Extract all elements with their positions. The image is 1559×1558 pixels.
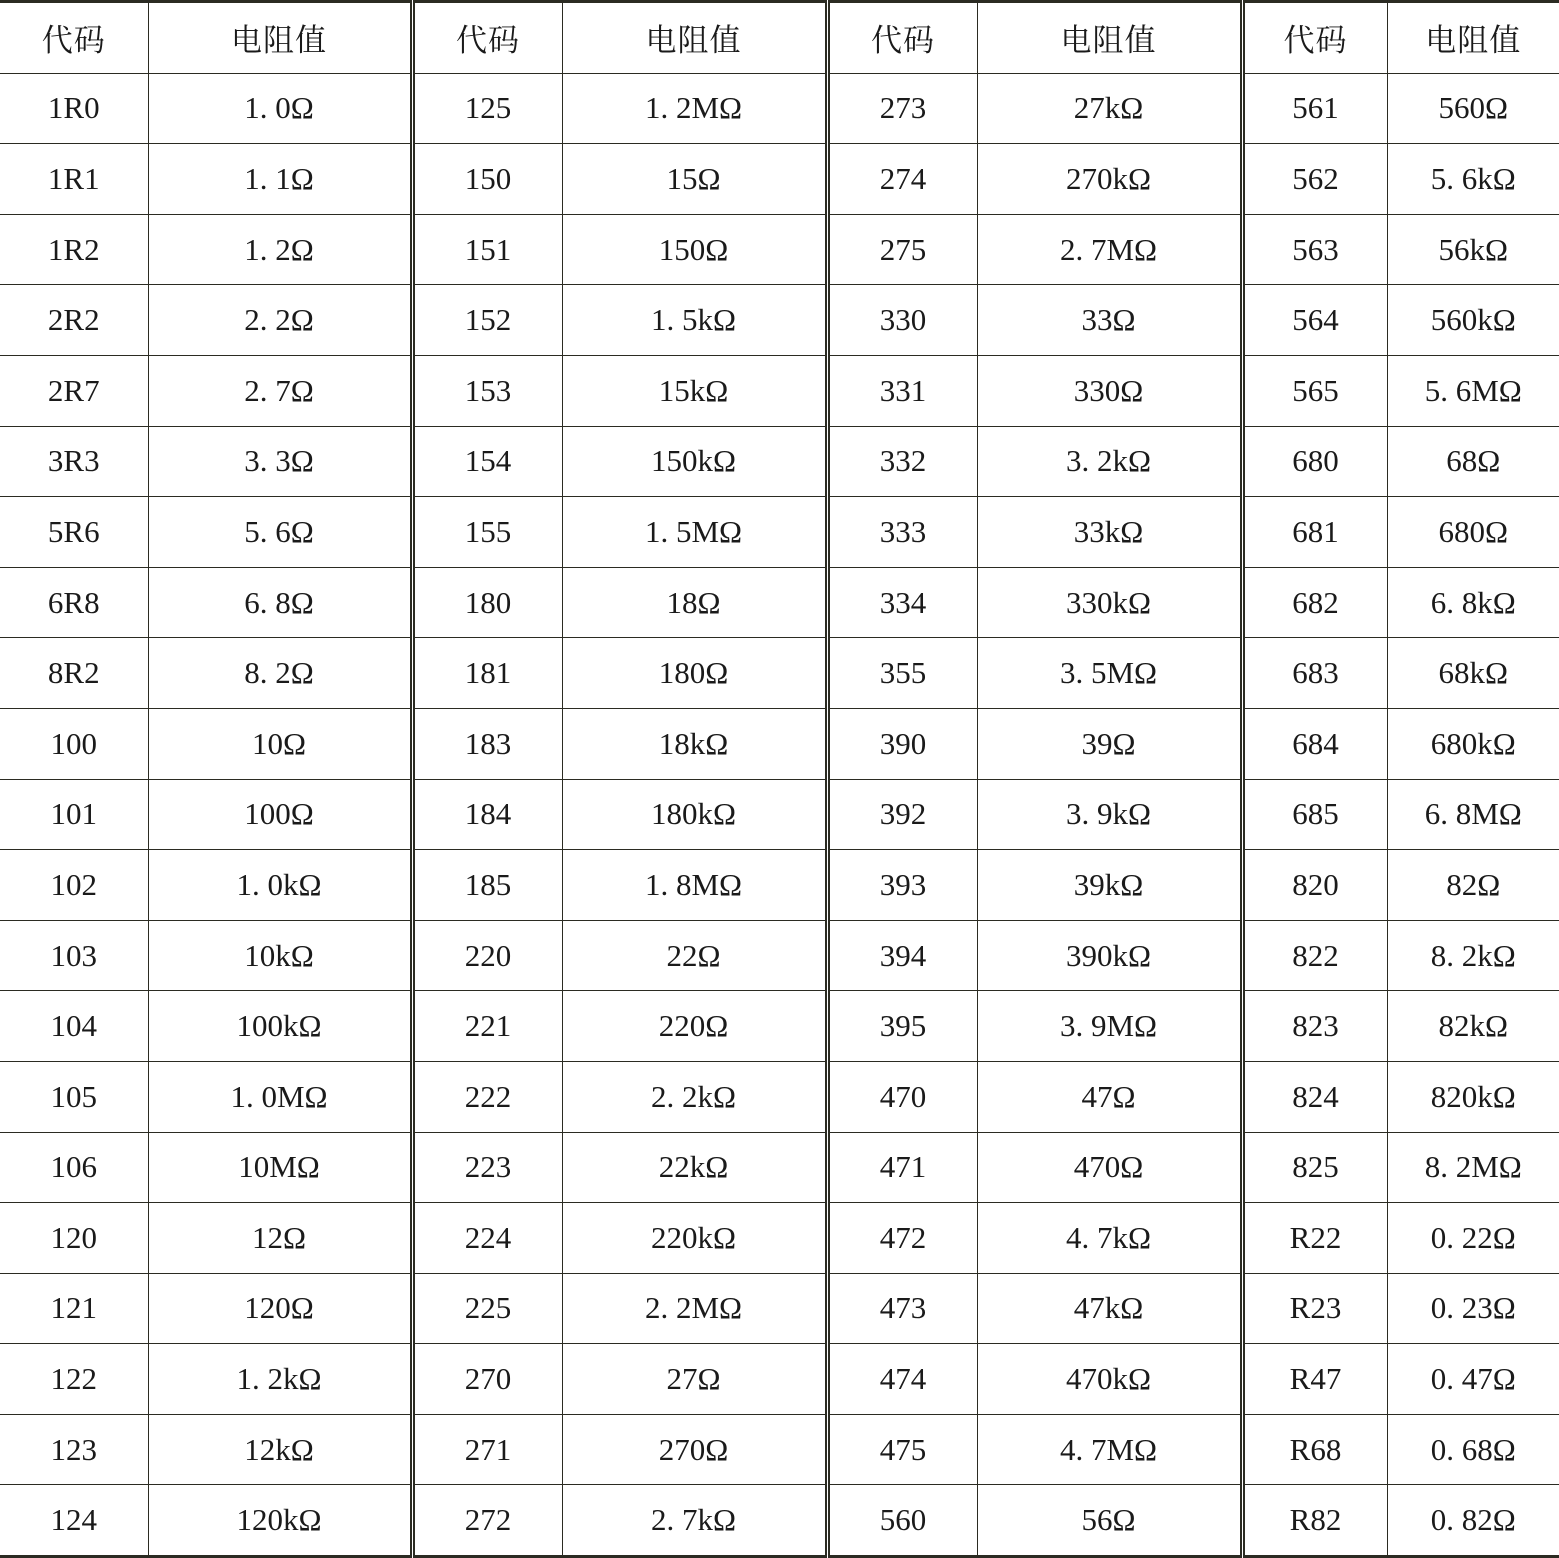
resistance-cell: 56kΩ [1387, 214, 1559, 285]
table-row [0, 285, 1559, 356]
code-cell: 681 [1242, 497, 1387, 568]
resistance-cell: 10kΩ [148, 920, 412, 991]
code-cell: 2R2 [0, 285, 148, 356]
code-cell: 393 [827, 850, 977, 921]
resistance-cell: 1. 8MΩ [562, 850, 827, 921]
code-cell: 121 [0, 1273, 148, 1344]
resistance-cell: 2. 7kΩ [562, 1485, 827, 1557]
resistance-cell: 18Ω [562, 567, 827, 638]
resistance-cell: 330Ω [977, 355, 1242, 426]
code-cell: 395 [827, 991, 977, 1062]
code-cell: 106 [0, 1132, 148, 1203]
code-cell: 333 [827, 497, 977, 568]
code-cell: 1R0 [0, 73, 148, 144]
code-cell: R47 [1242, 1344, 1387, 1415]
resistance-cell: 82Ω [1387, 850, 1559, 921]
table-row [0, 708, 1559, 779]
resistance-cell: 27Ω [562, 1344, 827, 1415]
code-cell: 8R2 [0, 638, 148, 709]
resistance-cell: 2. 2MΩ [562, 1273, 827, 1344]
resistance-cell: 3. 2kΩ [977, 426, 1242, 497]
resistance-cell: 27kΩ [977, 73, 1242, 144]
resistance-cell: 15Ω [562, 144, 827, 215]
code-cell: 680 [1242, 426, 1387, 497]
resistance-cell: 5. 6MΩ [1387, 355, 1559, 426]
table-row [0, 779, 1559, 850]
code-cell: 150 [412, 144, 562, 215]
resistance-cell: 82kΩ [1387, 991, 1559, 1062]
header-resistance: 电阻值 [148, 2, 412, 74]
resistance-cell: 150kΩ [562, 426, 827, 497]
header-resistance: 电阻值 [562, 2, 827, 74]
code-cell: 152 [412, 285, 562, 356]
table-row [0, 920, 1559, 991]
resistance-cell: 2. 2kΩ [562, 1061, 827, 1132]
code-cell: 184 [412, 779, 562, 850]
code-cell: 222 [412, 1061, 562, 1132]
code-cell: 273 [827, 73, 977, 144]
resistance-cell: 6. 8MΩ [1387, 779, 1559, 850]
code-cell: 102 [0, 850, 148, 921]
header-code: 代码 [827, 2, 977, 74]
resistance-cell: 680kΩ [1387, 708, 1559, 779]
resistance-cell: 390kΩ [977, 920, 1242, 991]
resistance-cell: 39Ω [977, 708, 1242, 779]
code-cell: 153 [412, 355, 562, 426]
resistance-cell: 8. 2kΩ [1387, 920, 1559, 991]
code-cell: 825 [1242, 1132, 1387, 1203]
table-row [0, 1344, 1559, 1415]
table-row [0, 567, 1559, 638]
code-cell: 330 [827, 285, 977, 356]
resistance-cell: 560kΩ [1387, 285, 1559, 356]
code-cell: 332 [827, 426, 977, 497]
code-cell: 331 [827, 355, 977, 426]
table-row [0, 638, 1559, 709]
resistance-cell: 2. 2Ω [148, 285, 412, 356]
resistance-cell: 470kΩ [977, 1344, 1242, 1415]
code-cell: 124 [0, 1485, 148, 1557]
resistance-cell: 1. 0MΩ [148, 1061, 412, 1132]
resistance-cell: 3. 3Ω [148, 426, 412, 497]
code-cell: 685 [1242, 779, 1387, 850]
resistance-cell: 1. 5MΩ [562, 497, 827, 568]
code-cell: 180 [412, 567, 562, 638]
code-cell: R82 [1242, 1485, 1387, 1557]
resistance-cell: 47kΩ [977, 1273, 1242, 1344]
header-resistance: 电阻值 [1387, 2, 1559, 74]
resistance-cell: 4. 7MΩ [977, 1414, 1242, 1485]
code-cell: 392 [827, 779, 977, 850]
code-cell: 120 [0, 1203, 148, 1274]
code-cell: 104 [0, 991, 148, 1062]
resistance-cell: 22kΩ [562, 1132, 827, 1203]
resistance-cell: 12kΩ [148, 1414, 412, 1485]
resistance-cell: 47Ω [977, 1061, 1242, 1132]
resistance-cell: 560Ω [1387, 73, 1559, 144]
resistance-cell: 5. 6kΩ [1387, 144, 1559, 215]
resistance-cell: 0. 68Ω [1387, 1414, 1559, 1485]
code-cell: 334 [827, 567, 977, 638]
resistance-cell: 5. 6Ω [148, 497, 412, 568]
table-row [0, 144, 1559, 215]
resistance-cell: 680Ω [1387, 497, 1559, 568]
resistance-cell: 6. 8Ω [148, 567, 412, 638]
code-cell: 560 [827, 1485, 977, 1557]
resistance-cell: 0. 22Ω [1387, 1203, 1559, 1274]
code-cell: 684 [1242, 708, 1387, 779]
code-cell: 475 [827, 1414, 977, 1485]
table-row [0, 1273, 1559, 1344]
resistance-cell: 1. 5kΩ [562, 285, 827, 356]
resistance-cell: 4. 7kΩ [977, 1203, 1242, 1274]
header-code: 代码 [1242, 2, 1387, 74]
resistance-cell: 8. 2Ω [148, 638, 412, 709]
header-code: 代码 [0, 2, 148, 74]
resistance-cell: 1. 2kΩ [148, 1344, 412, 1415]
resistance-cell: 0. 82Ω [1430, 1502, 1516, 1538]
resistance-cell: 68Ω [1387, 426, 1559, 497]
resistance-cell: 470Ω [977, 1132, 1242, 1203]
resistance-cell: 22Ω [562, 920, 827, 991]
code-cell: 563 [1242, 214, 1387, 285]
table-row [0, 355, 1559, 426]
resistance-cell: 1. 0kΩ [148, 850, 412, 921]
code-cell: 5R6 [0, 497, 148, 568]
code-cell: 355 [827, 638, 977, 709]
resistance-cell: 0. 23Ω [1387, 1273, 1559, 1344]
code-cell: 565 [1242, 355, 1387, 426]
resistance-cell: 100Ω [148, 779, 412, 850]
code-cell: 122 [0, 1344, 148, 1415]
code-cell: 474 [827, 1344, 977, 1415]
table-row [0, 1485, 1559, 1557]
resistance-cell: 270Ω [562, 1414, 827, 1485]
code-cell: R22 [1242, 1203, 1387, 1274]
resistance-cell: 10MΩ [148, 1132, 412, 1203]
code-cell: 101 [0, 779, 148, 850]
code-cell: 822 [1242, 920, 1387, 991]
resistance-cell: 1. 1Ω [148, 144, 412, 215]
resistance-cell: 220kΩ [562, 1203, 827, 1274]
resistance-cell: 3. 5MΩ [977, 638, 1242, 709]
code-cell: 820 [1242, 850, 1387, 921]
code-cell: 271 [412, 1414, 562, 1485]
code-cell: 100 [0, 708, 148, 779]
code-cell: 394 [827, 920, 977, 991]
resistance-cell: 1. 2MΩ [562, 73, 827, 144]
resistance-cell: 56Ω [977, 1485, 1242, 1557]
code-cell: 823 [1242, 991, 1387, 1062]
code-cell: 473 [827, 1273, 977, 1344]
code-cell: R68 [1242, 1414, 1387, 1485]
code-cell: 223 [412, 1132, 562, 1203]
code-cell: 154 [412, 426, 562, 497]
code-cell: 1R2 [0, 214, 148, 285]
resistance-cell: 3. 9kΩ [977, 779, 1242, 850]
code-cell: 274 [827, 144, 977, 215]
table-row [0, 73, 1559, 144]
code-cell: 123 [0, 1414, 148, 1485]
resistance-cell: 33Ω [977, 285, 1242, 356]
code-cell: 221 [412, 991, 562, 1062]
code-cell: 472 [827, 1203, 977, 1274]
resistance-cell: 330kΩ [977, 567, 1242, 638]
code-cell: 225 [412, 1273, 562, 1344]
code-cell: 125 [412, 73, 562, 144]
code-cell: 272 [412, 1485, 562, 1557]
resistance-cell: 120Ω [148, 1273, 412, 1344]
table-row [0, 1132, 1559, 1203]
code-cell: 564 [1242, 285, 1387, 356]
code-cell: 155 [412, 497, 562, 568]
table-row [0, 214, 1559, 285]
code-cell: 682 [1242, 567, 1387, 638]
resistance-cell: 39kΩ [977, 850, 1242, 921]
code-cell: 151 [412, 214, 562, 285]
code-cell: 103 [0, 920, 148, 991]
resistance-cell: 12Ω [148, 1203, 412, 1274]
resistance-cell: 220Ω [562, 991, 827, 1062]
table-row [0, 991, 1559, 1062]
resistance-cell: 100kΩ [148, 991, 412, 1062]
resistance-cell: 2. 7Ω [148, 355, 412, 426]
table-row [0, 1203, 1559, 1274]
code-cell: 270 [412, 1344, 562, 1415]
resistance-cell: 0. 47Ω [1387, 1344, 1559, 1415]
resistance-cell: 8. 2MΩ [1387, 1132, 1559, 1203]
resistance-cell: 2. 7MΩ [977, 214, 1242, 285]
code-cell: 105 [0, 1061, 148, 1132]
resistance-cell: 1. 0Ω [148, 73, 412, 144]
resistance-cell: 180Ω [562, 638, 827, 709]
resistance-cell: 3. 9MΩ [977, 991, 1242, 1062]
table-row [0, 1061, 1559, 1132]
resistance-cell: 33kΩ [977, 497, 1242, 568]
code-cell: 6R8 [0, 567, 148, 638]
table-row [0, 426, 1559, 497]
header-resistance: 电阻值 [977, 2, 1242, 74]
resistance-cell: 120kΩ [148, 1485, 412, 1557]
code-cell: 275 [827, 214, 977, 285]
code-cell: 683 [1242, 638, 1387, 709]
header-row [0, 2, 1559, 74]
code-cell: 824 [1242, 1061, 1387, 1132]
resistance-cell: 180kΩ [562, 779, 827, 850]
code-cell: R23 [1242, 1273, 1387, 1344]
code-cell: 471 [827, 1132, 977, 1203]
resistance-cell: 15kΩ [562, 355, 827, 426]
code-cell: 181 [412, 638, 562, 709]
code-cell: 561 [1242, 73, 1387, 144]
table-row [0, 1414, 1559, 1485]
header-code: 代码 [412, 2, 562, 74]
code-cell: 3R3 [0, 426, 148, 497]
resistance-cell: 820kΩ [1387, 1061, 1559, 1132]
resistance-cell: 270kΩ [977, 144, 1242, 215]
resistance-cell: 18kΩ [562, 708, 827, 779]
code-cell: 1R1 [0, 144, 148, 215]
code-cell: 562 [1242, 144, 1387, 215]
code-cell: 224 [412, 1203, 562, 1274]
resistance-cell: 68kΩ [1387, 638, 1559, 709]
code-cell: 220 [412, 920, 562, 991]
code-cell: 2R7 [0, 355, 148, 426]
code-cell: 185 [412, 850, 562, 921]
table-body [0, 73, 1559, 1556]
code-cell: 183 [412, 708, 562, 779]
resistance-cell: 10Ω [148, 708, 412, 779]
resistance-cell: 150Ω [562, 214, 827, 285]
code-cell: 390 [827, 708, 977, 779]
code-cell: 470 [827, 1061, 977, 1132]
table-row [0, 497, 1559, 568]
resistance-cell: 6. 8kΩ [1387, 567, 1559, 638]
resistance-cell: 1. 2Ω [148, 214, 412, 285]
table-row [0, 850, 1559, 921]
